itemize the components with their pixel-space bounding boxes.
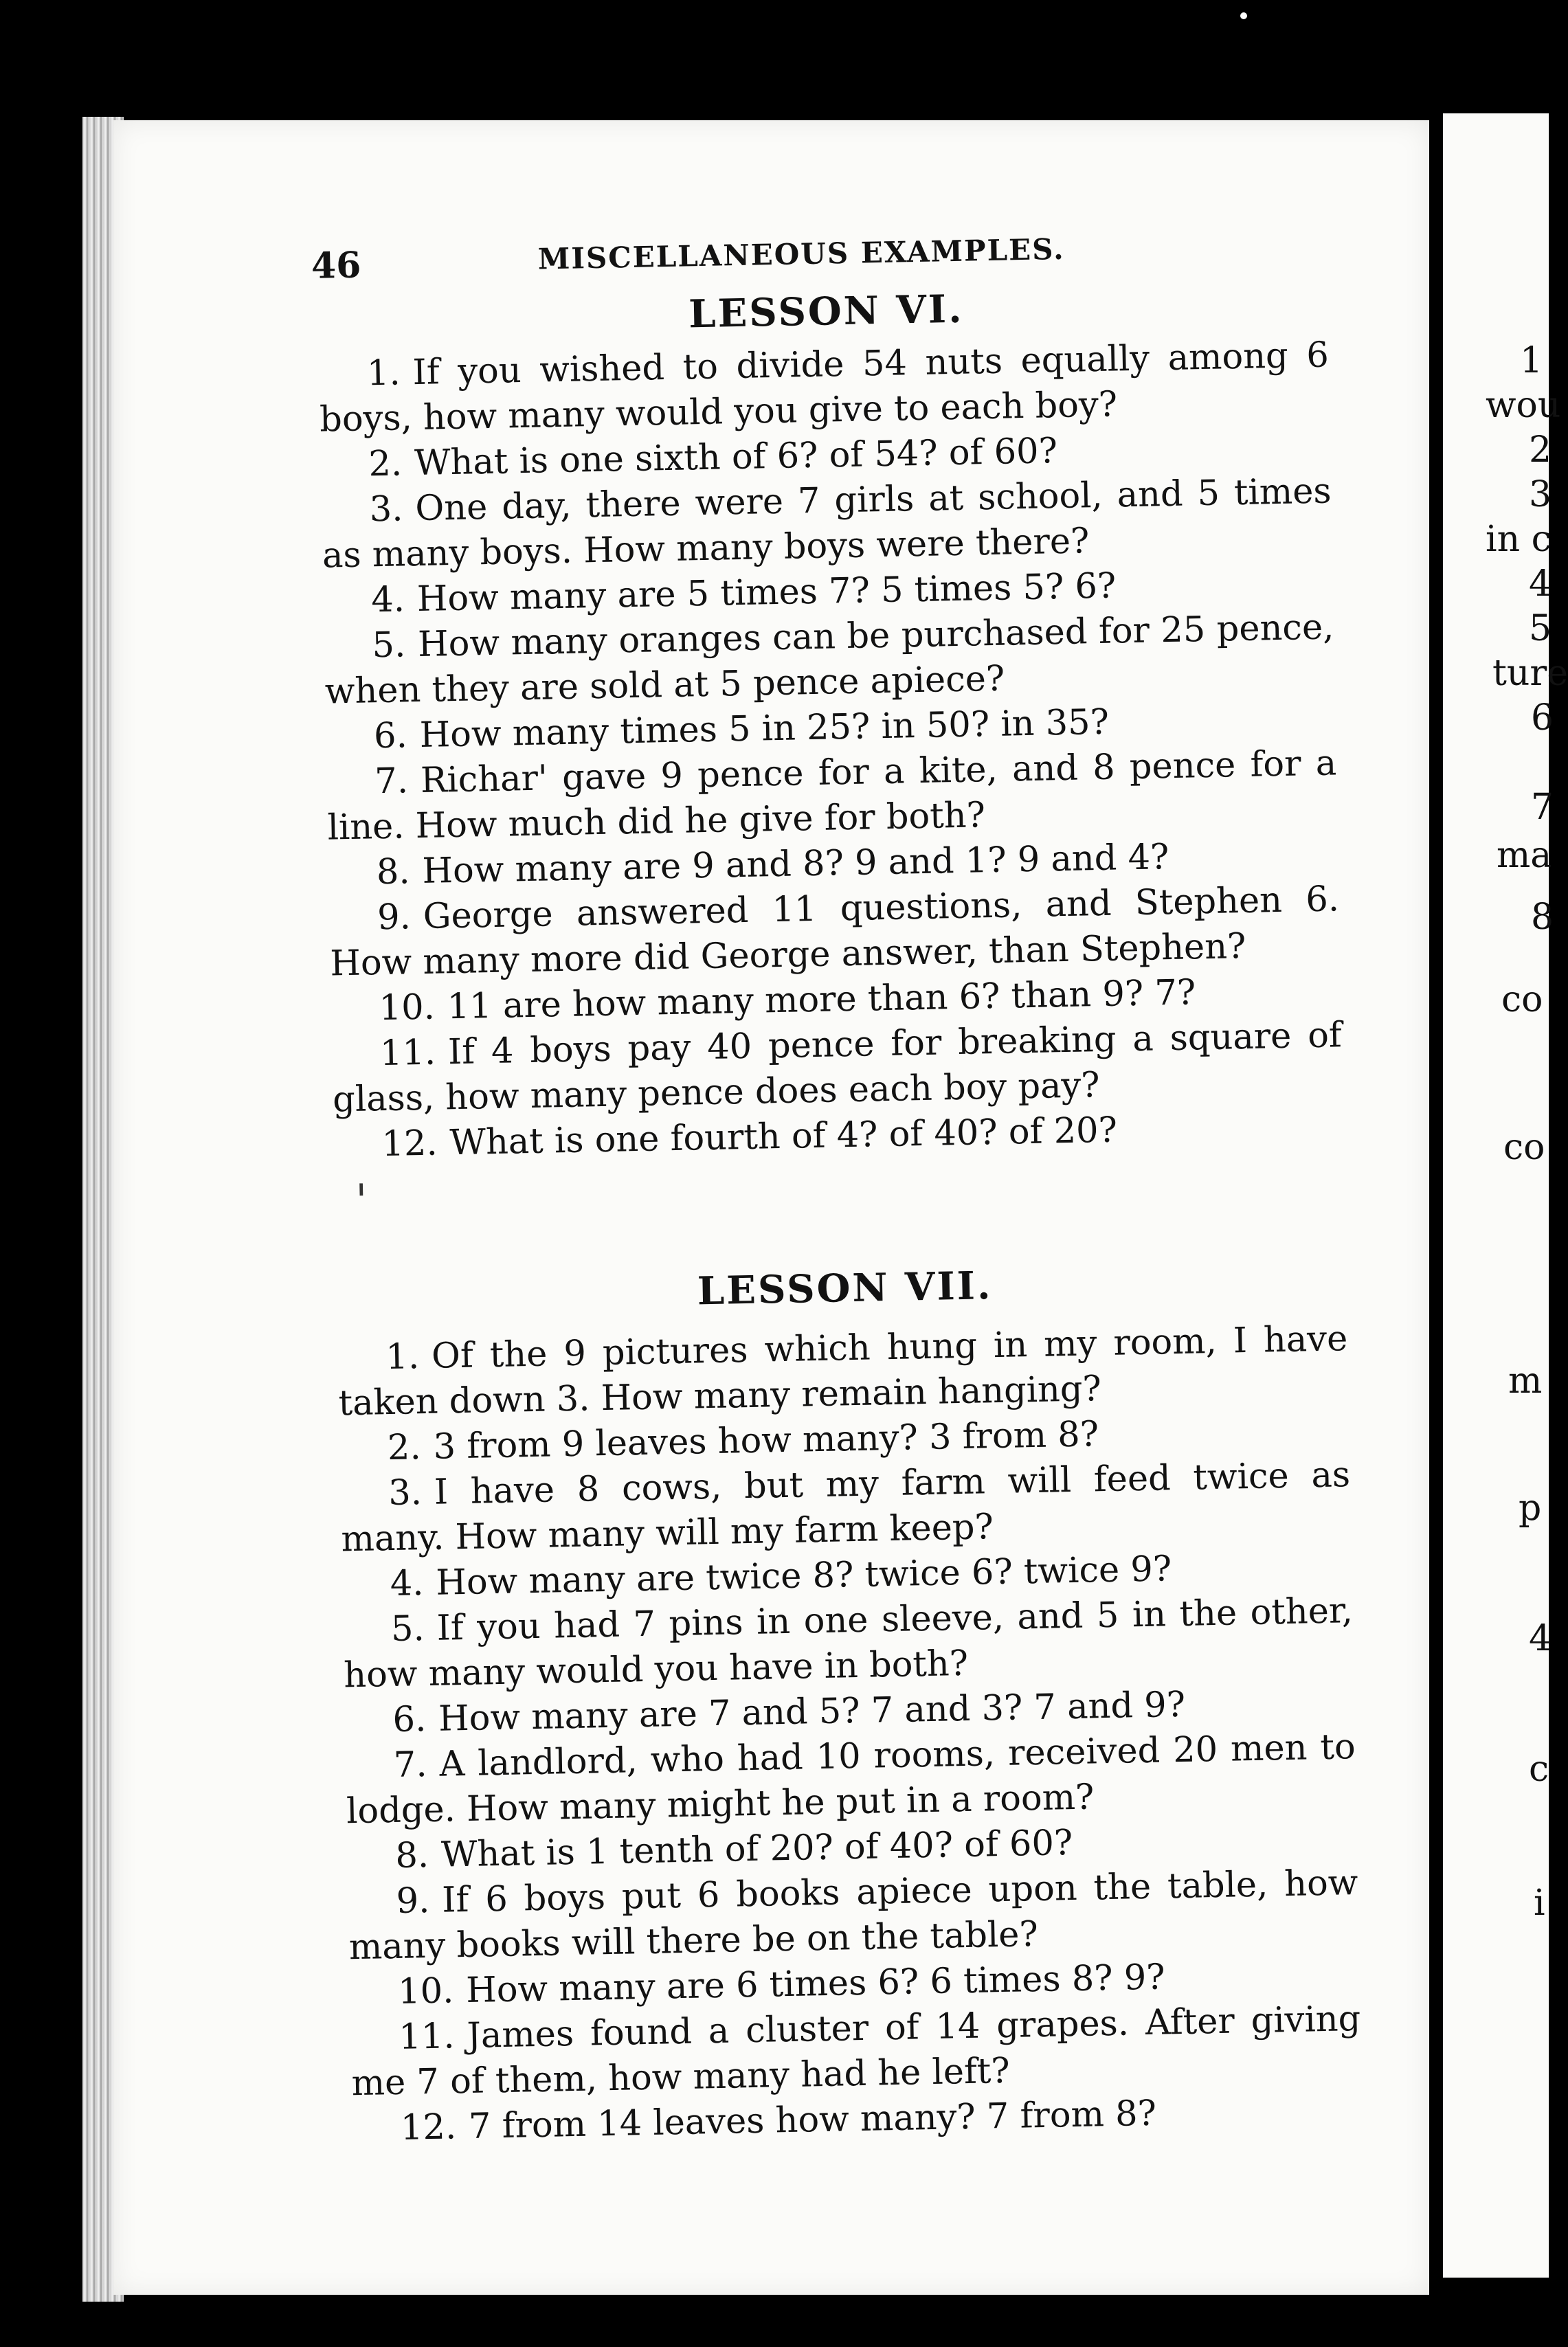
question-number: 2.	[368, 443, 403, 485]
facing-fragment: 2	[1529, 429, 1552, 471]
question-text: A landlord, who had 10 rooms, received 20 men to lodge. How many might he put in a room?	[346, 1727, 1356, 1832]
question-text: How many are 5 times 7? 5 times 5? 6?	[416, 565, 1117, 620]
question-text: Richar' gave 9 pence for a kite, and 8 pence for a line. How much did he give for both?	[327, 743, 1337, 849]
question-text: One day, there were 7 girls at school, and 5 times as many boys. How many boys were there?	[322, 471, 1332, 576]
question-text: 7 from 14 leaves how many? 7 from 8?	[468, 2093, 1157, 2147]
question-text: How many are 7 and 5? 7 and 3? 7 and 9?	[438, 1684, 1186, 1740]
page-number: 46	[311, 244, 361, 287]
question-text: What is one sixth of 6? of 54? of 60?	[414, 431, 1058, 484]
question-number: 10.	[379, 987, 436, 1029]
lesson-title: LESSON VII.	[697, 1263, 993, 1314]
facing-page	[1443, 113, 1568, 2278]
page-content	[199, 211, 1404, 2154]
question-text: If you wished to divide 54 nuts equally among 6 boys, how many would you give to each boy?	[319, 335, 1330, 440]
question-number: 3.	[369, 489, 403, 530]
question-text: How many are twice 8? twice 6? twice 9?	[435, 1549, 1172, 1604]
question-number: 9.	[396, 1880, 430, 1922]
facing-fragment: 4	[1529, 563, 1552, 605]
question-text: Of the 9 pictures which hung in my room, I have taken down 3. How many remain hanging?	[338, 1318, 1348, 1424]
question-number: 11.	[398, 2016, 456, 2058]
facing-fragment: c	[1529, 1749, 1549, 1790]
question-number: 4.	[390, 1563, 425, 1605]
facing-fragment: in c	[1486, 519, 1552, 560]
facing-fragment: ture	[1492, 653, 1568, 694]
question-text: If 4 boys pay 40 pence for breaking a square of glass, how many pence does each boy pay?	[332, 1015, 1343, 1121]
question-number: 2.	[387, 1427, 422, 1469]
question-number: 12.	[381, 1123, 438, 1165]
question-text: How many times 5 in 25? in 50? in 35?	[419, 701, 1110, 756]
lesson-vii-questions	[221, 1316, 1363, 2154]
question-text: George answered 11 questions, and Stephen 6. How many more did George answer, than Stephen?	[329, 879, 1340, 985]
question-text: James found a cluster of 14 grapes. After giving me 7 of them, how many had he left?	[351, 1999, 1361, 2104]
lesson-title: LESSON VI.	[688, 286, 965, 337]
question-number: 8.	[376, 851, 411, 893]
facing-fragment: p	[1519, 1487, 1542, 1529]
question-number: 9.	[377, 897, 412, 939]
question-number: 6.	[373, 715, 408, 757]
question-number: 1.	[366, 352, 401, 394]
facing-fragment: wou	[1486, 385, 1561, 426]
running-title: MISCELLANEOUS EXAMPLES.	[537, 232, 1066, 276]
question-text: If you had 7 pins in one sleeve, and 5 in the other, how many would you have in both?	[343, 1591, 1354, 1696]
facing-fragment: 1	[1520, 340, 1543, 381]
facing-fragment: co	[1503, 1127, 1545, 1168]
question-number: 3.	[388, 1472, 423, 1514]
question-number: 7.	[393, 1744, 428, 1786]
question-number: 5.	[390, 1608, 425, 1650]
question-text: 11 are how many more than 6? than 9? 7?	[447, 972, 1196, 1028]
facing-fragment: 6	[1531, 697, 1554, 739]
question-number: 1.	[385, 1336, 420, 1378]
question-number: 4.	[370, 579, 405, 621]
question-number: 12.	[400, 2107, 457, 2148]
question-number: 6.	[392, 1699, 427, 1740]
question-number: 7.	[374, 761, 409, 802]
book-gutter	[1429, 113, 1444, 2312]
facing-fragment: i	[1534, 1883, 1545, 1924]
lesson-vi-questions	[201, 333, 1344, 1170]
ink-mark: ╻	[355, 1171, 368, 1196]
facing-fragment: 8	[1531, 897, 1554, 938]
question-number: 8.	[394, 1835, 429, 1876]
facing-fragment: ma	[1497, 835, 1552, 876]
question-text: I have 8 cows, but my farm will feed twice as many. How many will my farm keep?	[340, 1455, 1351, 1560]
question-number: 5.	[371, 625, 406, 666]
question-text: If 6 boys put 6 books apiece upon the table, how many books will there be on the table?	[348, 1863, 1358, 1968]
scan-speck	[1240, 12, 1247, 19]
question-number: 11.	[379, 1032, 436, 1075]
question-number: 10.	[397, 1970, 454, 2012]
facing-fragment: 5	[1529, 608, 1552, 649]
facing-fragment: 7	[1531, 787, 1554, 828]
facing-fragment: 4	[1529, 1618, 1552, 1659]
question-text: How many are 9 and 8? 9 and 1? 9 and 4?	[421, 837, 1169, 892]
question-text: How many oranges can be purchased for 25 pence, when they are sold at 5 pence apiece?	[324, 607, 1334, 712]
facing-fragment: m	[1508, 1360, 1543, 1402]
question-text: 3 from 9 leaves how many? 3 from 8?	[433, 1414, 1099, 1468]
question-text: What is 1 tenth of 20? of 40? of 60?	[440, 1823, 1073, 1876]
question-text: What is one fourth of 4? of 40? of 20?	[449, 1110, 1118, 1164]
question-text: How many are 6 times 6? 6 times 8? 9?	[465, 1957, 1166, 2012]
facing-fragment: 3	[1529, 474, 1552, 515]
facing-fragment: co	[1501, 979, 1543, 1020]
